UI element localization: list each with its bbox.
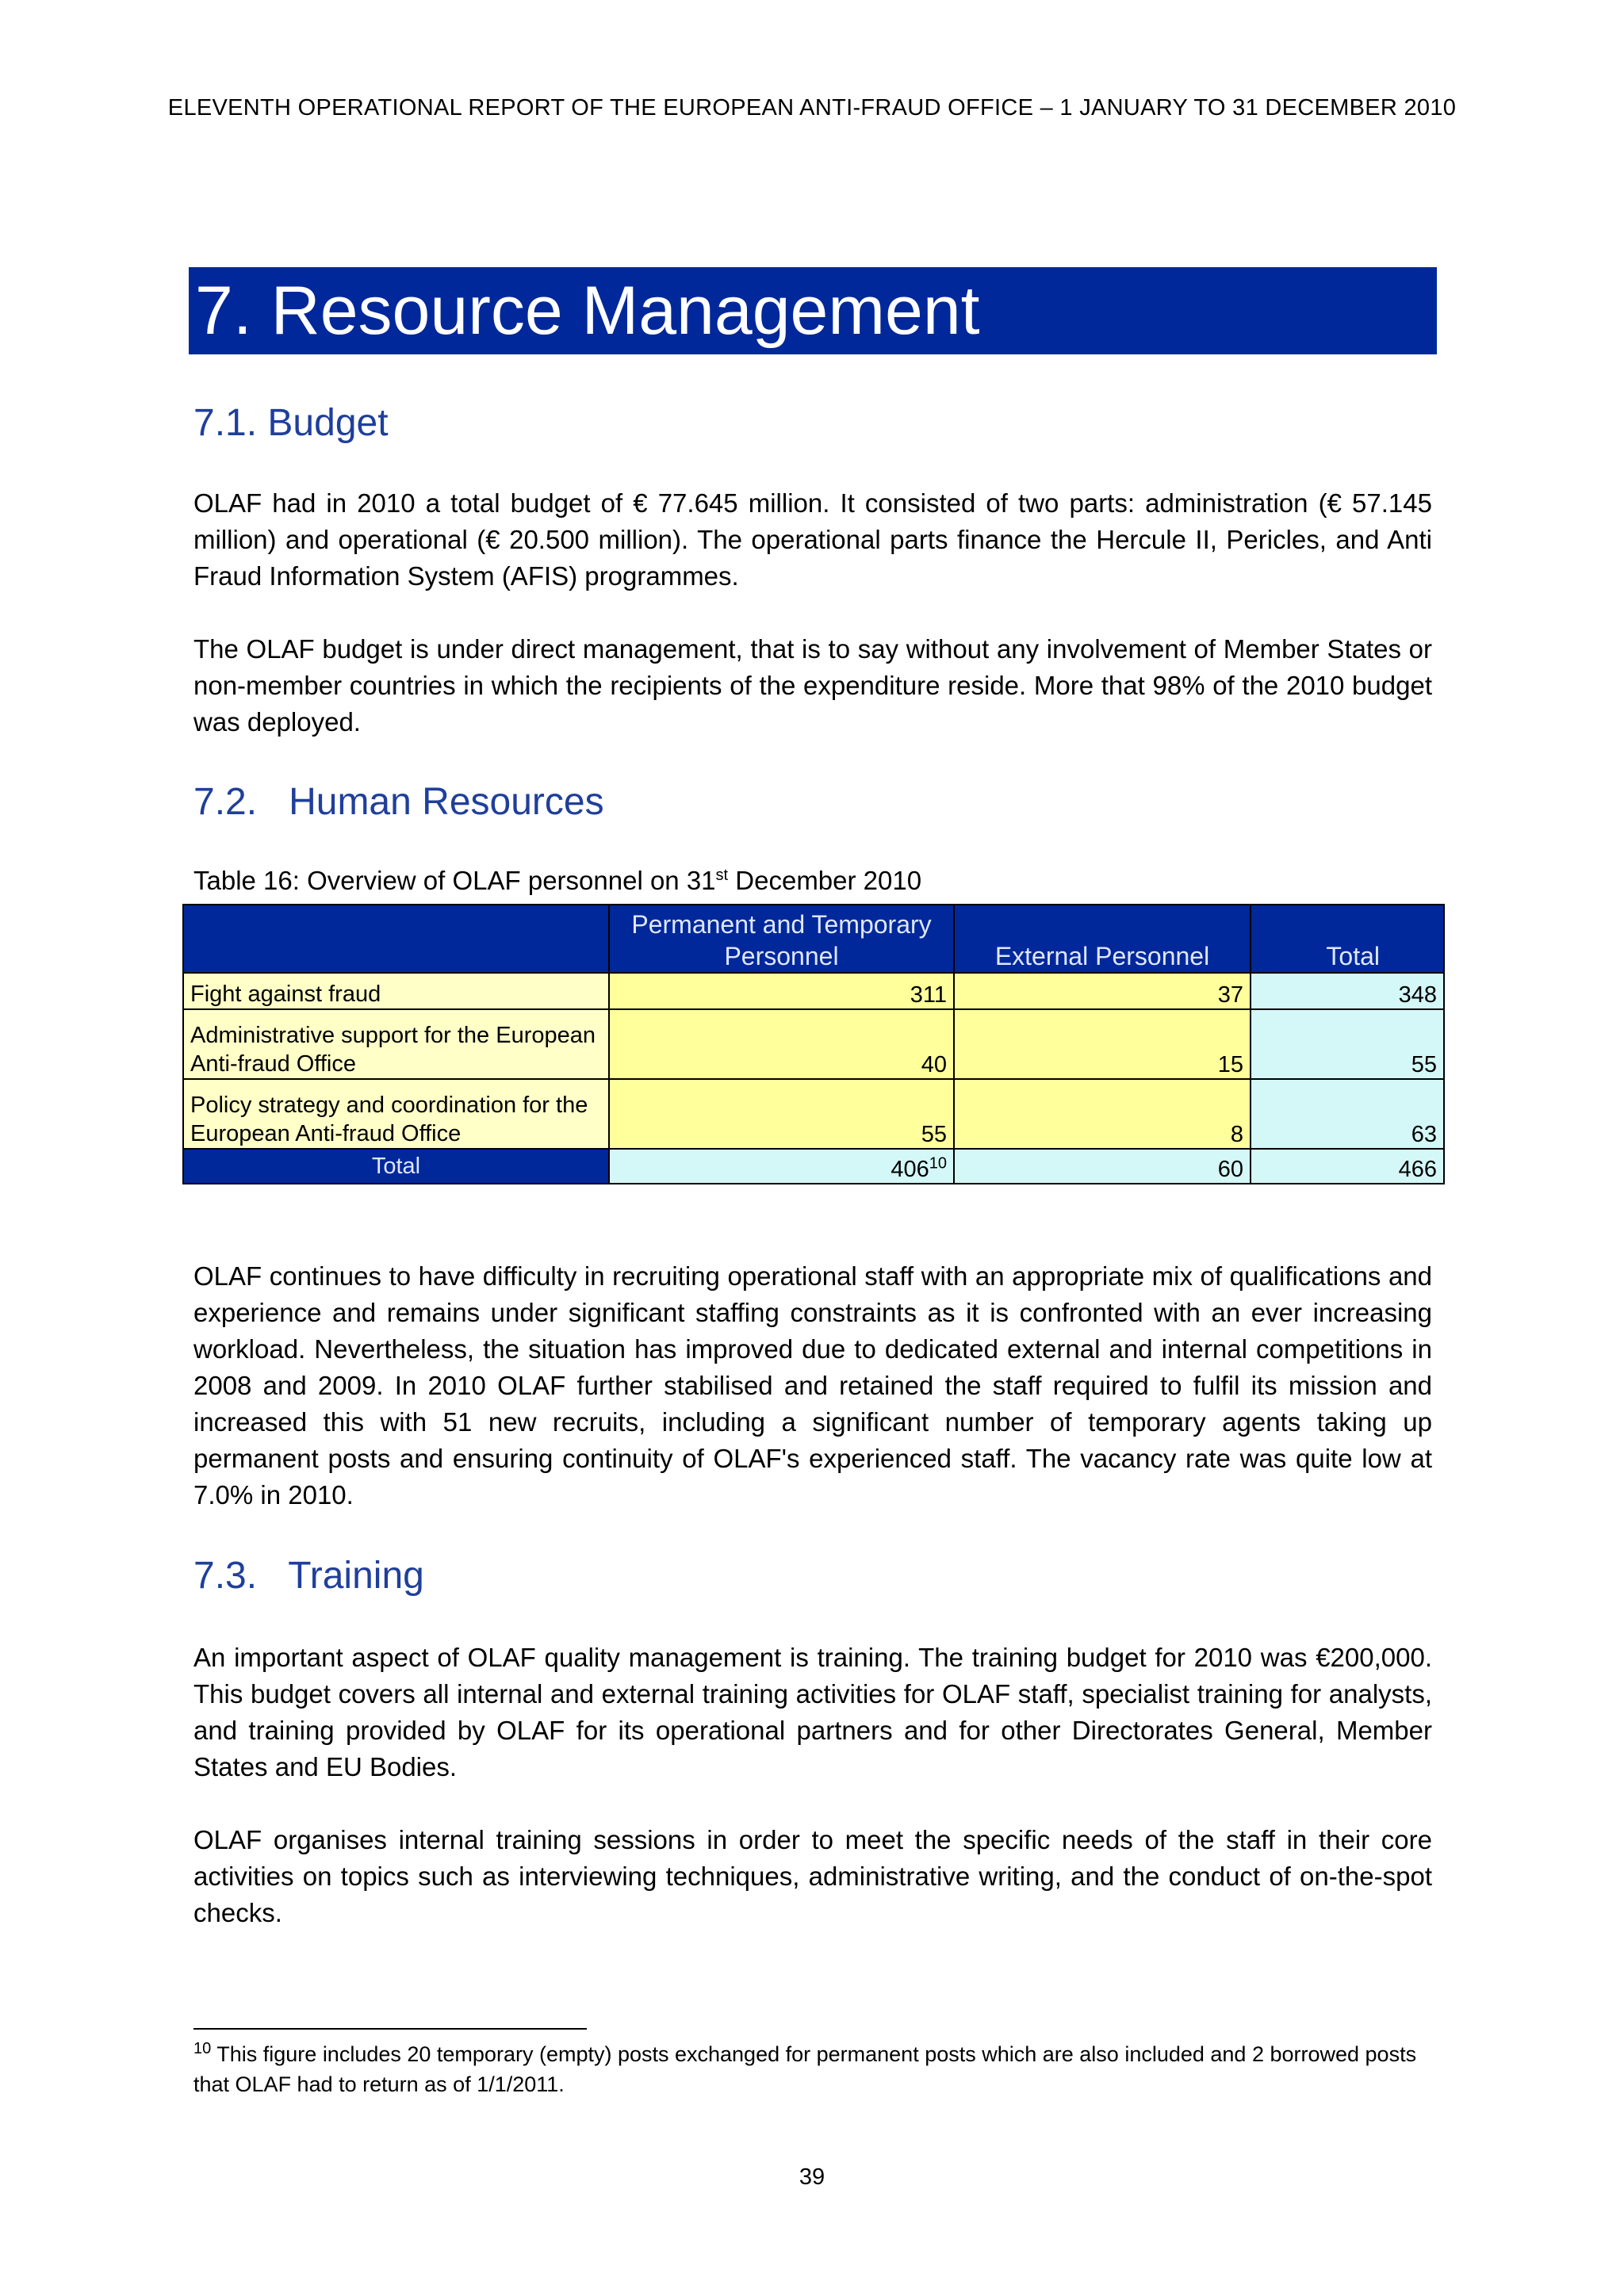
- section-title-human-resources: [193, 780, 604, 824]
- footnote-marker: 10: [193, 2040, 212, 2057]
- column-header-external: External Personnel: [954, 905, 1251, 973]
- header-empty-cell: [183, 905, 609, 973]
- section-name: Training: [288, 1555, 424, 1597]
- training-paragraph-1: An important aspect of OLAF quality management is training. The training budget for 2010 was €200,000. This budget covers all internal and external training activities for OLAF staff, specialist training for analysts, and training provided by OLAF for its operational partners and for other Directorates General, Member States and EU Bodies.: [193, 1643, 1432, 1781]
- section-name: Human Resources: [289, 781, 604, 823]
- total-row-label: Total: [183, 1149, 609, 1184]
- row-label: Administrative support for the European Anti-fraud Office: [183, 1009, 609, 1079]
- budget-paragraph-1: OLAF had in 2010 a total budget of € 77.645 million. It consisted of two parts: administration (€ 57.145 million) and operational (€ 20.500 million). The operational parts finance the Hercule II, Pericles, and Anti Fraud Information System (AFIS) programmes.: [193, 488, 1432, 591]
- chapter-title: 7. Resource Management: [195, 273, 980, 349]
- section-title-training: [193, 1554, 424, 1598]
- cell-external: 15: [954, 1009, 1251, 1079]
- caption-text-end: December 2010: [728, 866, 922, 895]
- cell-permanent: 55: [609, 1079, 954, 1149]
- row-label: Fight against fraud: [183, 973, 609, 1009]
- section-number: 7.1.: [193, 402, 258, 444]
- cell-total: 55: [1251, 1009, 1444, 1079]
- table-row: [183, 1009, 1444, 1079]
- hr-paragraph: OLAF continues to have difficulty in recruiting operational staff with an appropriate mix of qualifications and experience and remains under significant staffing constraints as it is confronted with an ever increasing workload. Nevertheless, the situation has improved due to dedicated external and internal competitions in 2008 and 2009. In 2010 OLAF further stabilised and retained the staff required to fulfil its mission and increased this with 51 new recruits, including a significant number of temporary agents taking up permanent posts and ensuring continuity of OLAF's experienced staff. The vacancy rate was quite low at 7.0% in 2010.: [193, 1261, 1432, 1510]
- caption-superscript: st: [715, 867, 729, 884]
- table-row: [183, 1079, 1444, 1149]
- cell-total-permanent: [609, 1149, 954, 1184]
- cell-total: 348: [1251, 973, 1444, 1009]
- footnote-reference: 10: [929, 1154, 947, 1173]
- footnote-divider: [193, 2028, 587, 2030]
- cell-external: 37: [954, 973, 1251, 1009]
- cell-total-external: 60: [954, 1149, 1251, 1184]
- cell-external: 8: [954, 1079, 1251, 1149]
- chapter-banner: [189, 267, 1437, 354]
- section-number: 7.3.: [193, 1555, 258, 1597]
- footnote: [193, 2039, 1432, 2099]
- table-header-row: [183, 905, 1444, 973]
- section-title-budget: [193, 401, 389, 445]
- row-label: Policy strategy and coordination for the European Anti-fraud Office: [183, 1079, 609, 1149]
- section-name: Budget: [267, 402, 389, 444]
- running-header: ELEVENTH OPERATIONAL REPORT OF THE EUROPEAN ANTI-FRAUD OFFICE – 1 JANUARY TO 31 DECEMBER 2010: [167, 95, 1457, 121]
- caption-text: Table 16: Overview of OLAF personnel on 31: [193, 866, 716, 895]
- total-permanent-value: 406: [891, 1157, 929, 1182]
- table-total-row: [183, 1149, 1444, 1184]
- page-number: 39: [799, 2164, 825, 2190]
- table-caption: [193, 866, 921, 896]
- table-row: [183, 973, 1444, 1009]
- column-header-total: Total: [1251, 905, 1444, 973]
- section-number: 7.2.: [193, 781, 258, 823]
- cell-grand-total: 466: [1251, 1149, 1444, 1184]
- cell-total: 63: [1251, 1079, 1444, 1149]
- training-paragraph-2: OLAF organises internal training sessions in order to meet the specific needs of the staff in their core activities on topics such as interviewing techniques, administrative writing, and the conduct of on-the-spot checks.: [193, 1825, 1432, 1927]
- footnote-text: This figure includes 20 temporary (empty) posts exchanged for permanent posts which are also included and 2 borrowed posts that OLAF had to return as of 1/1/2011.: [193, 2042, 1417, 2096]
- column-header-permanent: Permanent and Temporary Personnel: [609, 905, 954, 973]
- personnel-table: [182, 904, 1445, 1184]
- cell-permanent: 311: [609, 973, 954, 1009]
- cell-permanent: 40: [609, 1009, 954, 1079]
- budget-paragraph-2: The OLAF budget is under direct management, that is to say without any involvement of Member States or non-member countries in which the recipients of the expenditure reside. More that 98% of the 2010 budget was deployed.: [193, 634, 1432, 737]
